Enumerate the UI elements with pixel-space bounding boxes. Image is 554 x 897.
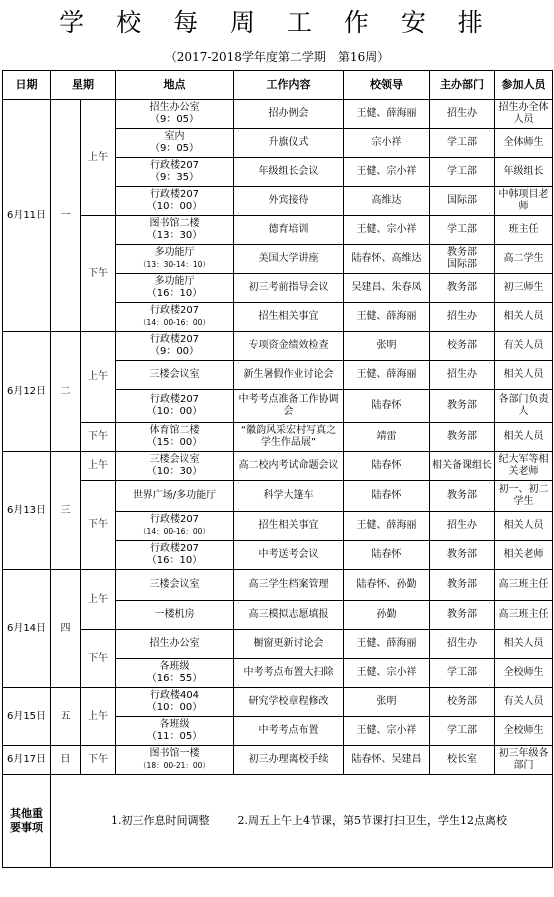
leader-cell: 王健、薛海丽 [344, 361, 430, 390]
location-name: 各班级 [159, 719, 190, 730]
location-cell [116, 274, 234, 303]
location-name: 图书馆一楼 [149, 748, 200, 759]
attendees-cell: 有关人员 [495, 688, 553, 717]
location-time: （9：35） [149, 172, 200, 183]
location-cell [116, 659, 234, 688]
department-cell: 学工部 [430, 216, 495, 245]
leader-cell: 陆春怀 [344, 541, 430, 570]
attendees-cell: 初三年级各部门 [495, 746, 553, 775]
content-cell: 中考考点布置 [234, 717, 344, 746]
department-cell: 相关备课组长 [430, 452, 495, 481]
attendees-cell: 中韩项目老师 [495, 187, 553, 216]
location-time: （14：00-16：00） [139, 318, 210, 327]
location-cell [116, 100, 234, 129]
period-cell: 下午 [81, 481, 116, 570]
location-cell [116, 390, 234, 423]
department-cell: 教务部 [430, 601, 495, 630]
period-cell: 上午 [81, 452, 116, 481]
location-name: 行政楼207 [149, 543, 200, 554]
attendees-cell: 高三班主任 [495, 601, 553, 630]
leader-cell: 陆春怀、吴建昌 [344, 746, 430, 775]
location-name: 多功能厅 [154, 276, 195, 287]
location-cell [116, 452, 234, 481]
location-time: （10：00） [146, 702, 203, 713]
location-time: （9：05） [149, 114, 200, 125]
content-cell: 招生相关事宜 [234, 303, 344, 332]
leader-cell: 张明 [344, 688, 430, 717]
location-name: 招生办公室 [149, 102, 200, 113]
header-attendees: 参加人员 [495, 71, 553, 100]
leader-cell: 王健、薛海丽 [344, 630, 430, 659]
location-time: （10：00） [146, 406, 203, 417]
period-cell: 下午 [81, 216, 116, 332]
location-cell [116, 481, 234, 512]
department-cell: 招生办 [430, 512, 495, 541]
attendees-cell: 班主任 [495, 216, 553, 245]
content-cell: 美国大学讲座 [234, 245, 344, 274]
notes-row [3, 775, 553, 868]
attendees-cell: 相关老师 [495, 541, 553, 570]
content-cell: 橱窗更新讨论会 [234, 630, 344, 659]
leader-cell: 吴建昌、朱春凤 [344, 274, 430, 303]
content-cell: 中考考点准备工作协调会 [234, 390, 344, 423]
department-cell: 招生办 [430, 100, 495, 129]
location-time: （13：30） [146, 230, 203, 241]
leader-cell: 陆春怀、高维达 [344, 245, 430, 274]
leader-cell: 靖雷 [344, 423, 430, 452]
schedule-body [3, 100, 553, 775]
location-time: （16：10） [146, 555, 203, 566]
date-cell: 6月11日 [3, 100, 51, 332]
department-cell: 学工部 [430, 158, 495, 187]
content-cell: 年级组长会议 [234, 158, 344, 187]
content-cell: 高二校内考试命题会议 [234, 452, 344, 481]
location-cell [116, 332, 234, 361]
schedule-table [2, 70, 553, 868]
location-name: 三楼会议室 [149, 369, 200, 380]
leader-cell: 王健、薛海丽 [344, 100, 430, 129]
content-cell: 招办例会 [234, 100, 344, 129]
department-cell: 教务部 [430, 423, 495, 452]
content-cell: 专项资金绩效检查 [234, 332, 344, 361]
table-row [3, 481, 553, 512]
attendees-cell: 初一、初二学生 [495, 481, 553, 512]
leader-cell: 王健、薛海丽 [344, 512, 430, 541]
attendees-cell: 全校师生 [495, 717, 553, 746]
location-time: （13：30-14：10） [139, 260, 210, 269]
department-cell: 学工部 [430, 659, 495, 688]
location-cell [116, 129, 234, 158]
location-name: 各班级 [159, 661, 190, 672]
location-time: （9：00） [149, 346, 200, 357]
location-cell [116, 630, 234, 659]
location-time: （9：05） [149, 143, 200, 154]
content-cell: 外宾接待 [234, 187, 344, 216]
content-cell: 升旗仪式 [234, 129, 344, 158]
location-name: 行政楼207 [149, 160, 200, 171]
leader-cell: 王健、宗小祥 [344, 717, 430, 746]
location-name: 世界广场/多功能厅 [132, 490, 217, 501]
location-time: （16：10） [146, 288, 203, 299]
attendees-cell: 高三班主任 [495, 570, 553, 601]
attendees-cell: 各部门负责人 [495, 390, 553, 423]
header-leader: 校领导 [344, 71, 430, 100]
location-time: （15：00） [146, 437, 203, 448]
location-name: 三楼会议室 [149, 454, 200, 465]
page-subtitle: （2017-2018学年度第二学期 第16周） [164, 49, 390, 64]
table-row [3, 452, 553, 481]
location-name: 行政楼207 [149, 305, 200, 316]
date-cell: 6月12日 [3, 332, 51, 452]
page-title: 学 校 每 周 工 作 安 排 [59, 8, 495, 37]
table-row [3, 332, 553, 361]
table-row [3, 100, 553, 129]
content-cell: 招生相关事宜 [234, 512, 344, 541]
location-name: 行政楼207 [149, 189, 200, 200]
weekday-cell: 三 [51, 452, 81, 570]
attendees-cell: 全体师生 [495, 129, 553, 158]
leader-cell: 陆春怀 [344, 390, 430, 423]
date-cell: 6月17日 [3, 746, 51, 775]
table-row [3, 746, 553, 775]
leader-cell: 高维达 [344, 187, 430, 216]
weekday-cell: 一 [51, 100, 81, 332]
content-cell: “徽韵风采宏村写真之学生作品展” [234, 423, 344, 452]
department-cell: 教务部 [430, 481, 495, 512]
department-cell: 招生办 [430, 303, 495, 332]
attendees-cell: 招生办全体人员 [495, 100, 553, 129]
note-item-2: 2.周五上午上4节课，第5节课打扫卫生，学生12点离校 [237, 814, 507, 827]
location-cell [116, 512, 234, 541]
location-cell [116, 216, 234, 245]
attendees-cell: 有关人员 [495, 332, 553, 361]
table-row [3, 688, 553, 717]
content-cell: 新生暑假作业讨论会 [234, 361, 344, 390]
location-name: 多功能厅 [154, 247, 195, 258]
content-cell: 科学大篷车 [234, 481, 344, 512]
header-row [3, 71, 553, 100]
location-cell [116, 158, 234, 187]
leader-cell: 王健、宗小祥 [344, 659, 430, 688]
period-cell: 上午 [81, 570, 116, 630]
department-cell: 教务部 [430, 541, 495, 570]
department-cell: 学工部 [430, 717, 495, 746]
leader-cell: 宗小祥 [344, 129, 430, 158]
location-time: （18：00-21：00） [139, 761, 210, 770]
location-cell [116, 423, 234, 452]
period-cell: 下午 [81, 630, 116, 688]
department-cell: 校长室 [430, 746, 495, 775]
content-cell: 德育培训 [234, 216, 344, 245]
location-cell [116, 541, 234, 570]
period-cell: 上午 [81, 688, 116, 746]
notes-text [51, 775, 553, 868]
location-time: （10：30） [146, 466, 203, 477]
attendees-cell: 相关人员 [495, 423, 553, 452]
location-cell [116, 601, 234, 630]
content-cell: 中考送考会议 [234, 541, 344, 570]
attendees-cell: 全校师生 [495, 659, 553, 688]
period-cell: 下午 [81, 423, 116, 452]
leader-cell: 王健、宗小祥 [344, 216, 430, 245]
location-name: 一楼机房 [154, 609, 195, 620]
location-cell [116, 570, 234, 601]
location-cell [116, 688, 234, 717]
location-time: （14：00-16：00） [139, 527, 210, 536]
period-cell: 上午 [81, 332, 116, 423]
header-department: 主办部门 [430, 71, 495, 100]
location-name: 行政楼404 [149, 690, 200, 701]
weekday-cell: 日 [51, 746, 81, 775]
content-cell: 高三模拟志愿填报 [234, 601, 344, 630]
weekday-cell: 五 [51, 688, 81, 746]
date-cell: 6月15日 [3, 688, 51, 746]
notes-label: 其他重要事项 [3, 775, 51, 868]
department-cell: 招生办 [430, 630, 495, 659]
table-row [3, 423, 553, 452]
department-cell: 招生办 [430, 361, 495, 390]
header-location: 地点 [116, 71, 234, 100]
attendees-cell: 高二学生 [495, 245, 553, 274]
weekday-cell: 四 [51, 570, 81, 688]
location-cell [116, 303, 234, 332]
leader-cell: 陆春怀、孙勤 [344, 570, 430, 601]
location-cell [116, 361, 234, 390]
content-cell: 初三考前指导会议 [234, 274, 344, 303]
location-name: 行政楼207 [149, 334, 200, 345]
location-name: 体育馆二楼 [149, 425, 200, 436]
note-item-1: 1.初三作息时间调整 [111, 814, 210, 827]
leader-cell: 王健、宗小祥 [344, 158, 430, 187]
attendees-cell: 纪大军等相关老师 [495, 452, 553, 481]
attendees-cell: 相关人员 [495, 630, 553, 659]
attendees-cell: 初三师生 [495, 274, 553, 303]
location-name: 室内 [164, 131, 185, 142]
location-time: （16：55） [146, 673, 203, 684]
leader-cell: 王健、薛海丽 [344, 303, 430, 332]
table-row [3, 570, 553, 601]
department-cell: 教务部 国际部 [430, 245, 495, 274]
location-name: 图书馆二楼 [149, 218, 200, 229]
department-cell: 教务部 [430, 274, 495, 303]
department-cell: 教务部 [430, 570, 495, 601]
content-cell: 研究学校章程修改 [234, 688, 344, 717]
date-cell: 6月14日 [3, 570, 51, 688]
attendees-cell: 相关人员 [495, 361, 553, 390]
leader-cell: 陆春怀 [344, 481, 430, 512]
date-cell: 6月13日 [3, 452, 51, 570]
location-name: 行政楼207 [149, 514, 200, 525]
header-date: 日期 [3, 71, 51, 100]
content-cell: 高三学生档案管理 [234, 570, 344, 601]
table-row [3, 216, 553, 245]
attendees-cell: 相关人员 [495, 303, 553, 332]
department-cell: 国际部 [430, 187, 495, 216]
leader-cell: 张明 [344, 332, 430, 361]
location-cell [116, 746, 234, 775]
table-row [3, 630, 553, 659]
content-cell: 中考考点布置大扫除 [234, 659, 344, 688]
department-cell: 校务部 [430, 688, 495, 717]
period-cell: 上午 [81, 100, 116, 216]
location-time: （10：00） [146, 201, 203, 212]
attendees-cell: 相关人员 [495, 512, 553, 541]
department-cell: 学工部 [430, 129, 495, 158]
location-name: 行政楼207 [149, 394, 200, 405]
content-cell: 初三办理离校手续 [234, 746, 344, 775]
header-content: 工作内容 [234, 71, 344, 100]
period-cell: 下午 [81, 746, 116, 775]
leader-cell: 陆春怀 [344, 452, 430, 481]
weekday-cell: 二 [51, 332, 81, 452]
department-cell: 教务部 [430, 390, 495, 423]
leader-cell: 孙勤 [344, 601, 430, 630]
header-weekday: 星期 [51, 71, 116, 100]
location-time: （11：05） [146, 731, 203, 742]
location-cell [116, 245, 234, 274]
location-name: 招生办公室 [149, 638, 200, 649]
location-cell [116, 717, 234, 746]
department-cell: 校务部 [430, 332, 495, 361]
location-cell [116, 187, 234, 216]
attendees-cell: 年级组长 [495, 158, 553, 187]
location-name: 三楼会议室 [149, 579, 200, 590]
